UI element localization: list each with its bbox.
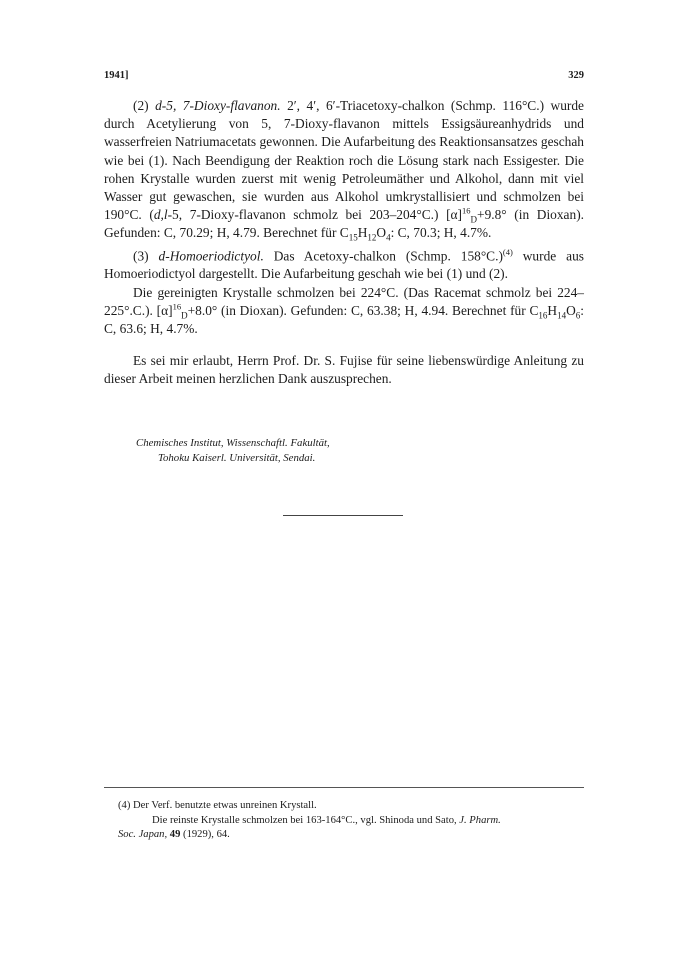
compound-name: d-5, 7-Dioxy-flavanon. (155, 98, 281, 113)
paragraph-text: : C, 63.6; H, 4.7%. (104, 302, 584, 336)
paragraph-3 (104, 243, 584, 284)
affiliation (136, 436, 330, 466)
paragraph-text: +9.8° (in Dioxan). Gefunden: C, 70.29; H, 4.79. Berechnet für (104, 207, 585, 241)
running-head-year: 1941] (104, 70, 129, 81)
footnote-line-3 (104, 828, 584, 843)
paragraph-text: Das Acetoxy-chalkon (Schmp. 158°C.) (273, 248, 503, 264)
paragraph-text: -5, 7-Dioxy-flavanon schmolz bei 203–204°C.) (167, 207, 439, 223)
journal-volume: 49 (169, 829, 181, 840)
molecular-formula: $C_{16}H_{14}O_6$ (529, 302, 581, 321)
footnote (104, 799, 584, 843)
footnote-mark: (4) (118, 800, 131, 811)
footnote-line-1 (104, 799, 584, 814)
footnote-text: Der Verf. benutzte etwas unreinen Krystall. (133, 800, 317, 811)
page-number: 329 (568, 70, 584, 81)
footnote-separator-rule (104, 787, 584, 788)
journal-name: Soc. Japan, (118, 829, 168, 840)
main-text (104, 97, 584, 389)
paragraph-label: (2) (133, 98, 149, 113)
journal-name: J. Pharm. (459, 814, 501, 826)
compound-name: d-Homoeriodictyol. (158, 248, 264, 264)
optical-rotation: $[\alpha]^{16}_D$ (446, 205, 478, 225)
paragraph-text: Die gereinigten Krystalle schmolzen bei 224°C. (Das Racemat schmolz bei 224–225°.C.). (104, 284, 584, 318)
paragraph-text: 2′, 4′, 6′-Triacetoxy-chalkon (Schmp. 116°C.) wurde durch Acetylierung von 5, 7-Dioxy-flavanon mittels Essigsäureanhydrids und wasserfreien Natriumacetats gewonnen. Die Aufarbeitung des Reaktionsansatzes geschah wie bei (1). Nach Beendigung der Reaktion roch die Lösung stark nach Essigester. Die rohen Krystalle wurden zuerst mit wenig Petroleumäther und Alkohol, dann mit viel Wasser gut gewaschen, sie wurden aus Alkohol umkrystallisiert und schmolzen bei 190°C. ( (104, 98, 584, 223)
footnote-reference: (4) (502, 246, 513, 257)
footnote-line-2 (104, 814, 584, 829)
footnote-text: (1929), 64. (183, 829, 230, 840)
paragraph-text: : C, 70.3; H, 4.7%. (390, 225, 492, 241)
paragraph-2 (104, 97, 584, 243)
molecular-formula: $C_{15}H_{12}O_4$ (339, 225, 391, 244)
paragraph-label: (3) (133, 248, 149, 264)
affiliation-line-1: Chemisches Institut, Wissenschaftl. Fakultät, (136, 437, 330, 449)
racemic-name: d,l (153, 207, 168, 223)
footnote-text: Die reinste Krystalle schmolzen bei 163-164°C., vgl. Shinoda und Sato, (152, 814, 457, 826)
paragraph-4 (104, 284, 584, 339)
paragraph-text: wurde aus Homoeriodictyol dargestellt. Die Aufarbeitung geschah wie bei (1) und (2). (104, 248, 584, 282)
affiliation-line-2: Tohoku Kaiserl. Universität, Sendai. (158, 452, 316, 464)
paragraph-text: +8.0° (in Dioxan). Gefunden: C, 63.38; H, 4.94. Berechnet für (187, 302, 526, 318)
end-separator-rule (283, 515, 403, 516)
acknowledgement-paragraph: Es sei mir erlaubt, Herrn Prof. Dr. S. Fujise für seine liebenswürdige Anleitung zu dieser Arbeit meinen herzlichen Dank auszusprechen. (104, 353, 584, 387)
optical-rotation: $[\alpha]^{16}_D$ (156, 301, 188, 321)
